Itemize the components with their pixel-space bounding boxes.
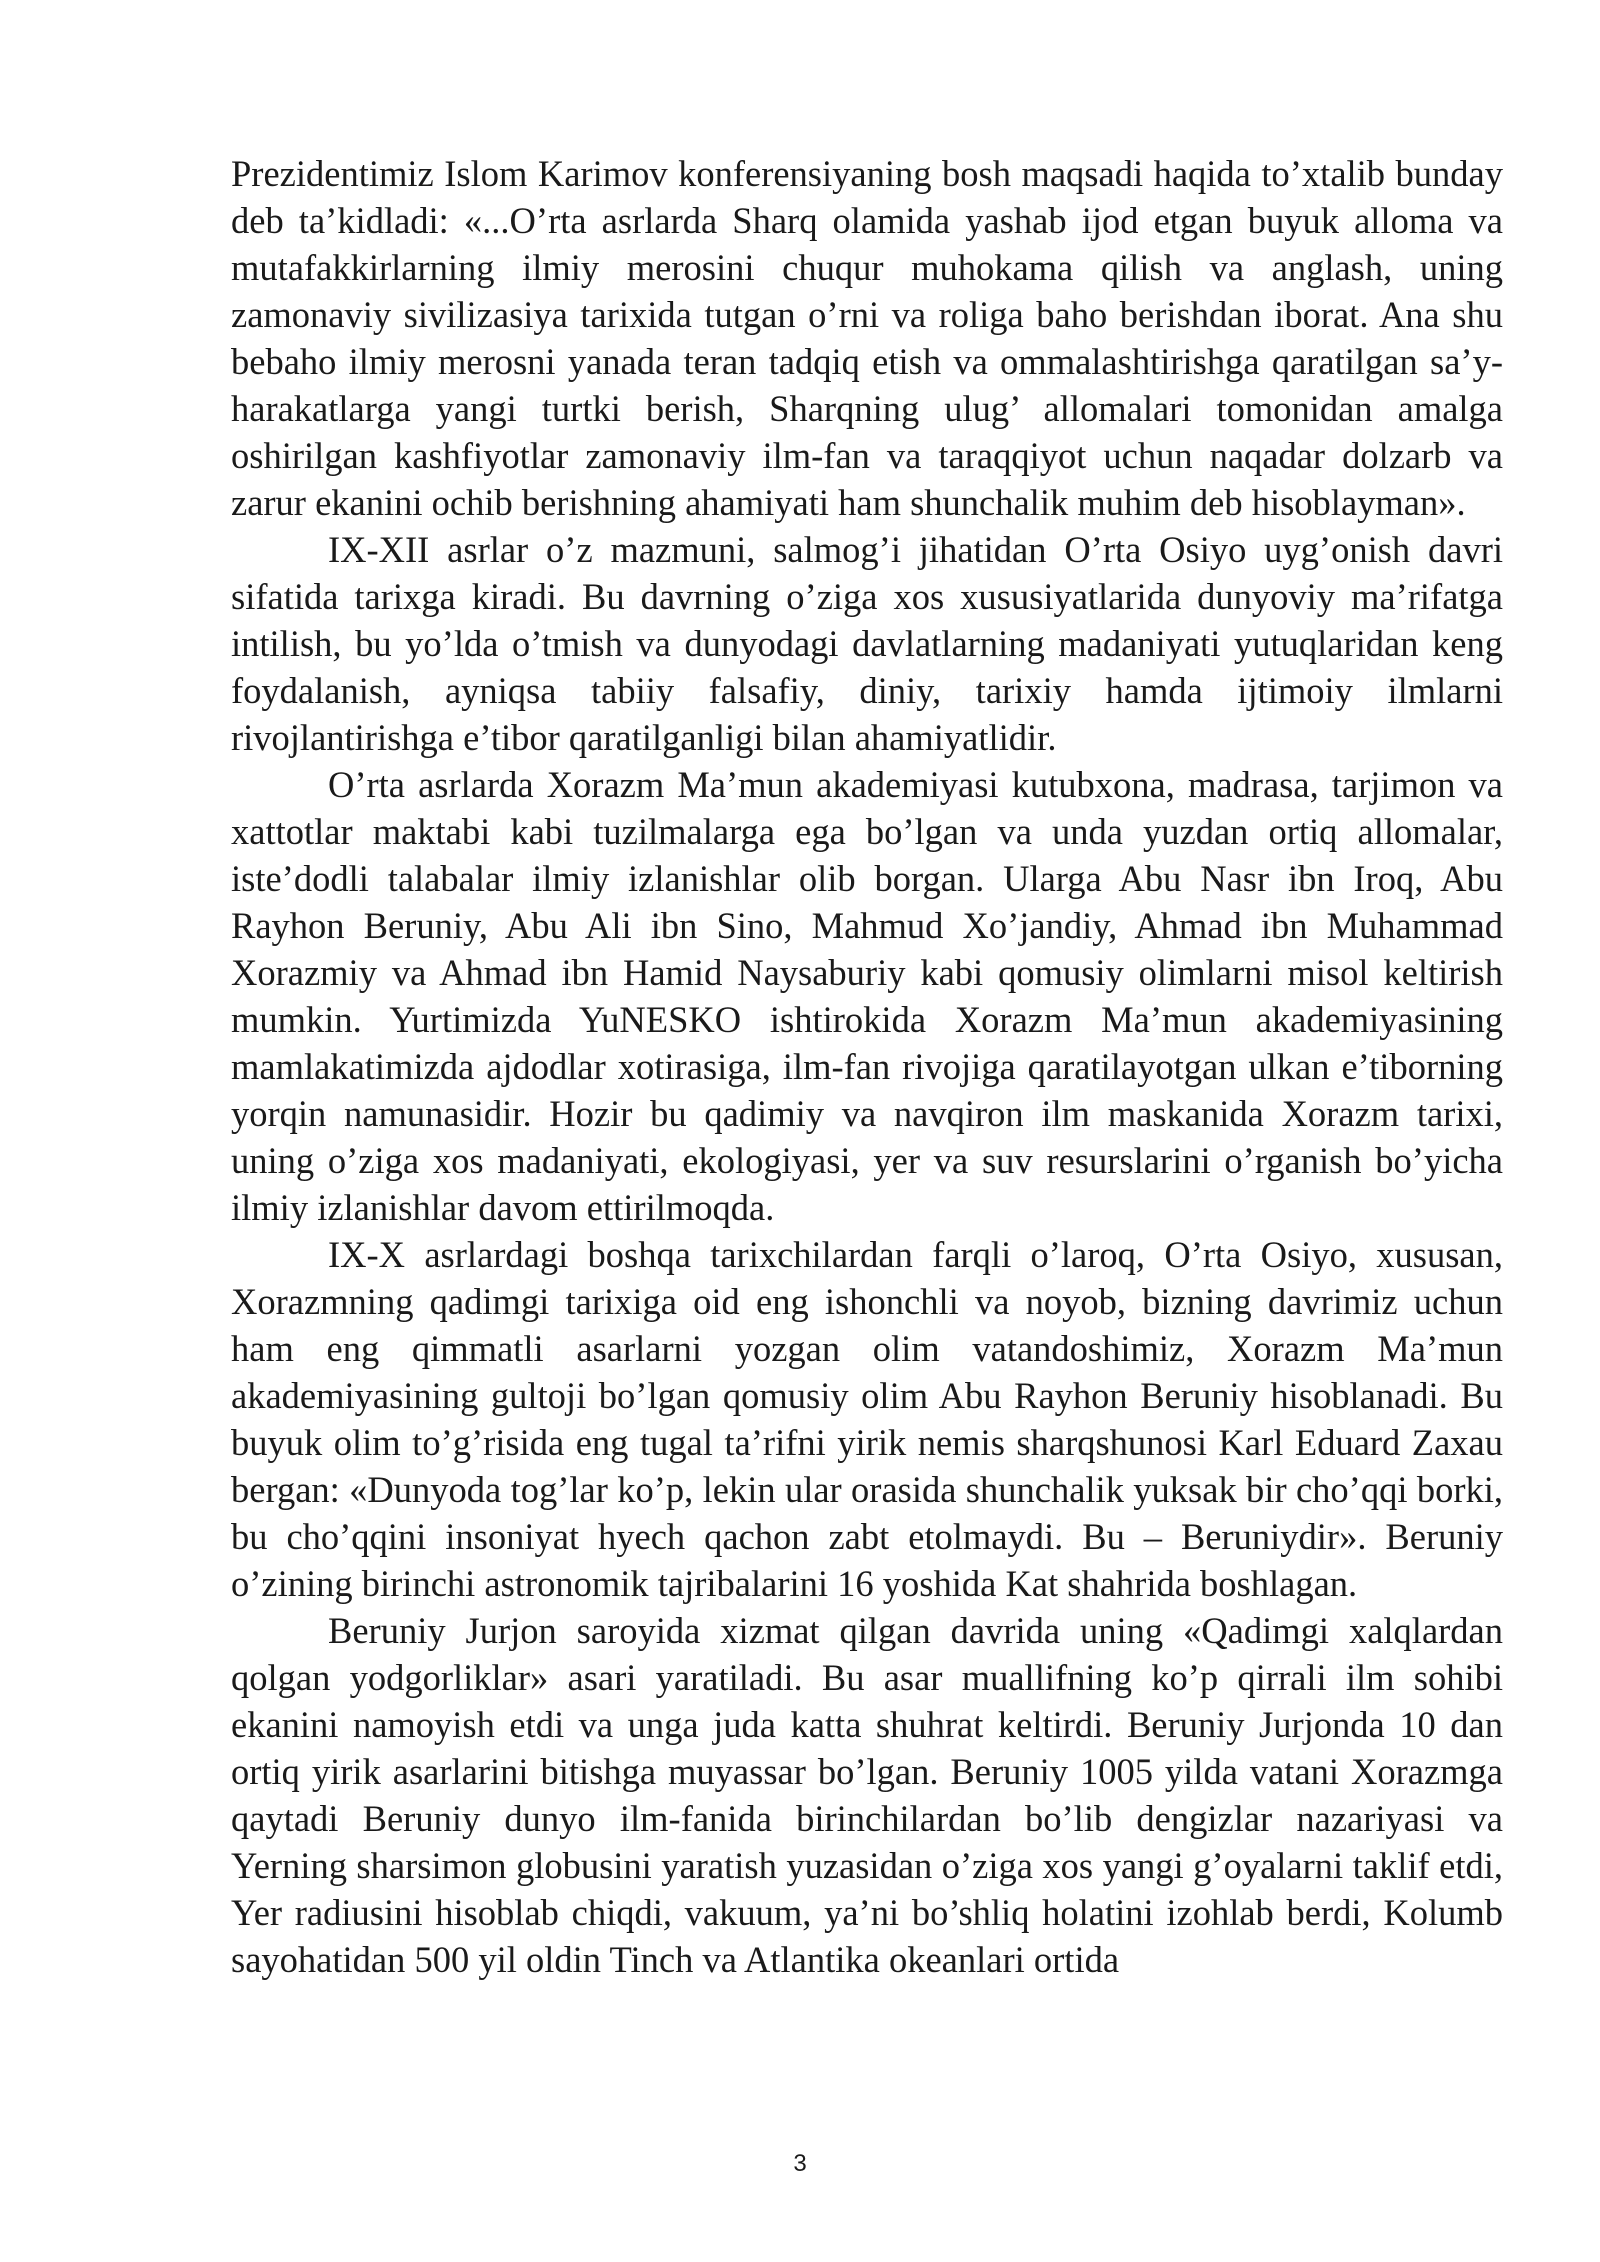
paragraph-1: Prezidentimiz Islom Karimov konferensiyaning bosh maqsadi haqida to’xtalib bunday deb ta’kidladi: «...O’rta asrlarda Sharq olamida yashab ijod etgan buyuk alloma va mutafakkirlarning ilmiy merosini chuqur muhokama qilish va anglash, uning zamonaviy sivilizasiya tarixida tutgan o’rni va roliga baho berishdan iborat. Ana shu bebaho ilmiy merosni yanada teran tadqiq etish va ommalashtirishga qaratilgan sa’y-harakatlarga yangi turtki berish, Sharqning ulug’ allomalari tomonidan amalga oshirilgan kashfiyotlar zamonaviy ilm-fan va taraqqiyot uchun naqadar dolzarb va zarur ekanini ochib berishning ahamiyati ham shunchalik muhim deb hisoblayman». (231, 153, 1503, 523)
paragraph-4: IX-X asrlardagi boshqa tarixchilardan farqli o’laroq, O’rta Osiyo, xususan, Xorazmning qadimgi tarixiga oid eng ishonchli va noyob, bizning davrimiz uchun ham eng qimmatli asarlarni yozgan olim vatandoshimiz, Xorazm Ma’mun akademiyasining gultoji bo’lgan qomusiy olim Abu Rayhon Beruniy hisoblanadi. Bu buyuk olim to’g’risida eng tugal ta’rifni yirik nemis sharqshunosi Karl Eduard Zaxau bergan: «Dunyoda tog’lar ko’p, lekin ular orasida shunchalik yuksak bir cho’qqi borki, bu cho’qqini insoniyat hyech qachon zabt etolmaydi. Bu – Beruniydir». Beruniy o’zining birinchi astronomik tajribalarini 16 yoshida Kat shahrida boshlagan. (231, 1234, 1503, 1604)
body-text (231, 150, 1503, 1983)
paragraph-5: Beruniy Jurjon saroyida xizmat qilgan davrida uning «Qadimgi xalqlardan qolgan yodgorliklar» asari yaratiladi. Bu asar muallifning ko’p qirrali ilm sohibi ekanini namoyish etdi va unga juda katta shuhrat keltirdi. Beruniy Jurjonda 10 dan ortiq yirik asarlarini bitishga muyassar bo’lgan. Beruniy 1005 yilda vatani Xorazmga qaytadi Beruniy dunyo ilm-fanida birinchilardan bo’lib dengizlar nazariyasi va Yerning sharsimon globusini yaratish yuzasidan o’ziga xos yangi g’oyalarni taklif etdi, Yer radiusini hisoblab chiqdi, vakuum, ya’ni bo’shliq holatini izohlab berdi, Kolumb sayohatidan 500 yil oldin Tinch va Atlantika okeanlari ortida (231, 1610, 1503, 1980)
paragraph-3: O’rta asrlarda Xorazm Ma’mun akademiyasi kutubxona, madrasa, tarjimon va xattotlar maktabi kabi tuzilmalarga ega bo’lgan va unda yuzdan ortiq allomalar, iste’dodli talabalar ilmiy izlanishlar olib borgan. Ularga Abu Nasr ibn Iroq, Abu Rayhon Beruniy, Abu Ali ibn Sino, Mahmud Xo’jandiy, Ahmad ibn Muhammad Xorazmiy va Ahmad ibn Hamid Naysaburiy kabi qomusiy olimlarni misol keltirish mumkin. Yurtimizda YuNESKO ishtirokida Xorazm Ma’mun akademiyasining mamlakatimizda ajdodlar xotirasiga, ilm-fan rivojiga qaratilayotgan ulkan e’tiborning yorqin namunasidir. Hozir bu qadimiy va navqiron ilm maskanida Xorazm tarixi, uning o’ziga xos madaniyati, ekologiyasi, yer va suv resurslarini o’rganish bo’yicha ilmiy izlanishlar davom ettirilmoqda. (231, 764, 1503, 1228)
paragraph-2: IX-XII asrlar o’z mazmuni, salmog’i jihatidan O’rta Osiyo uyg’onish davri sifatida tarixga kiradi. Bu davrning o’ziga xos xususiyatlarida dunyoviy ma’rifatga intilish, bu yo’lda o’tmish va dunyodagi davlatlarning madaniyati yutuqlaridan keng foydalanish, ayniqsa tabiiy falsafiy, diniy, tarixiy hamda ijtimoiy ilmlarni rivojlantirishga e’tibor qaratilganligi bilan ahamiyatlidir. (231, 529, 1503, 758)
page-number: 3 (793, 2150, 807, 2177)
